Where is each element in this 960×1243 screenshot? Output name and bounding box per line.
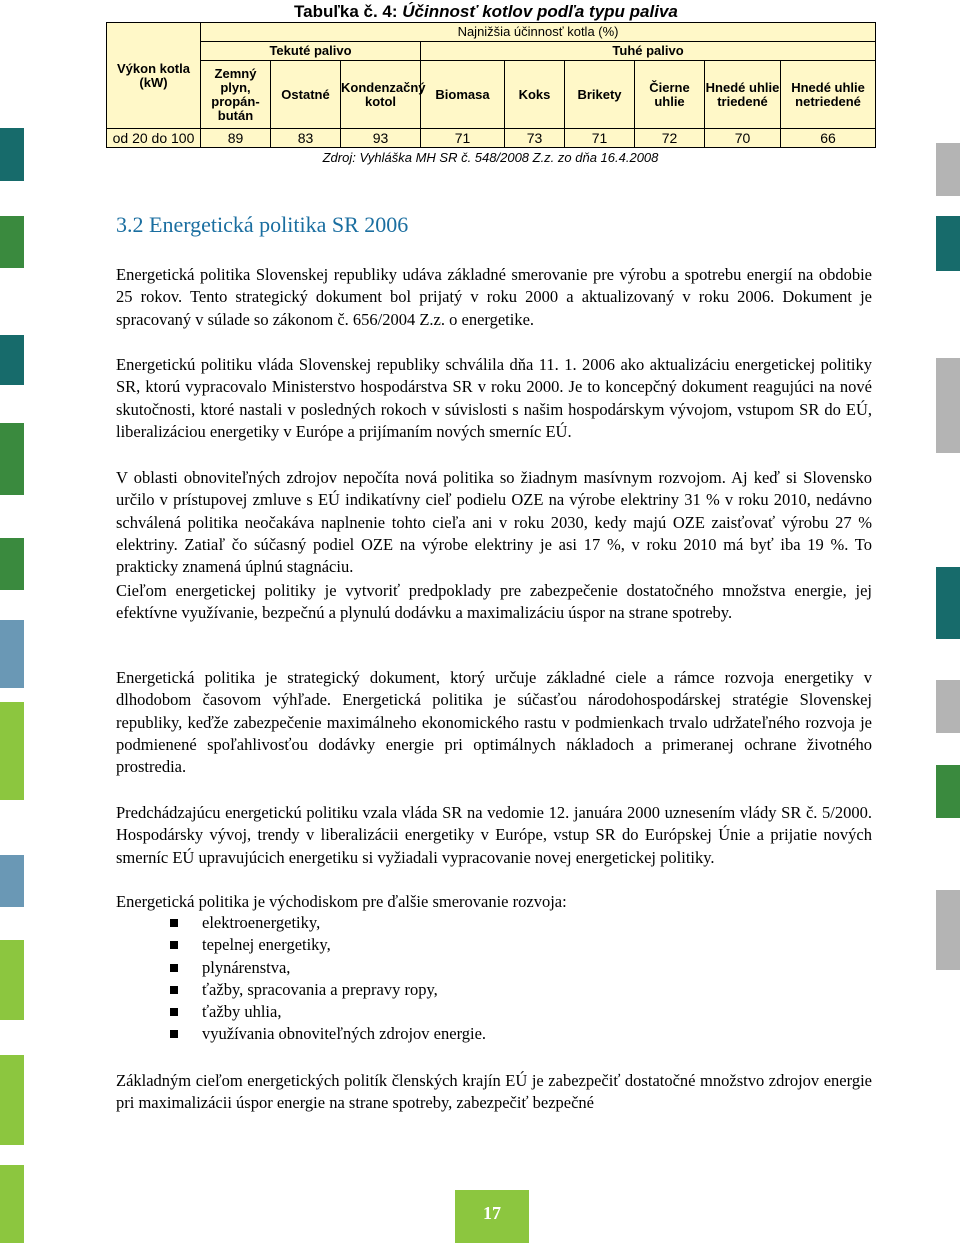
deco-bar-left-blue-1 — [0, 620, 24, 688]
deco-bar-right-grey-1 — [936, 143, 960, 196]
table-cell: 83 — [271, 129, 341, 148]
deco-bar-left-lime-2 — [0, 940, 24, 1020]
table-cell: 73 — [505, 129, 565, 148]
list-item: plynárenstva, — [166, 957, 486, 979]
header-col-3: Kondenzačný kotol — [341, 61, 421, 129]
header-col-9: Hnedé uhlie netriedené — [781, 61, 876, 129]
deco-bar-left-green-3 — [0, 538, 24, 590]
header-col-4: Biomasa — [421, 61, 505, 129]
page-number: 17 — [455, 1190, 529, 1243]
deco-bar-left-blue-2 — [0, 855, 24, 907]
efficiency-table — [106, 22, 876, 148]
list-item: využívania obnoviteľných zdrojov energie. — [166, 1023, 486, 1045]
paragraph-1: Energetická politika Slovenskej republiky udáva základné smerovanie pre výrobu a spotrebu energií na obdobie 25 rokov. Tento strategický dokument bol prijatý v roku 2000 a aktualizovaný v roku 2006. Dokument je spracovaný v súlade so zákonom č. 656/2004 Z.z. o energetike. — [116, 265, 872, 329]
paragraph-7: Energetická politika je východiskom pre ďalšie smerovanie rozvoja: — [116, 892, 567, 911]
deco-bar-left-green-2 — [0, 423, 24, 495]
list-item: ťažby, spracovania a prepravy ropy, — [166, 979, 486, 1001]
deco-bar-left-teal-2 — [0, 335, 24, 385]
paragraph-2: Energetickú politiku vláda Slovenskej republiky schválila dňa 11. 1. 2006 ako aktualizáciu energetickej politiky SR, ktorú vypracovalo Ministerstvo hospodárstva SR v roku 2000. Je to koncepčný dokument reagujúci na nové skutočnosti, ktoré nastali v posledných rokoch v súvislosti s našim hospodárskym vývojom, vstupom SR do EÚ, liberalizáciou energetiky v Európe a prijímaním nových smerníc EÚ. — [116, 355, 872, 441]
table-cell: 70 — [705, 129, 781, 148]
deco-bar-left-green-1 — [0, 216, 24, 268]
section-number: 3.2 — [116, 212, 144, 237]
table-title-italic: Účinnosť kotlov podľa typu paliva — [402, 2, 678, 21]
deco-bar-left-teal-1 — [0, 128, 24, 181]
section-heading — [116, 212, 408, 238]
deco-bar-right-teal-1 — [936, 216, 960, 271]
header-col-8: Hnedé uhlie triedené — [705, 61, 781, 129]
header-tekute: Tekuté palivo — [201, 42, 421, 61]
table-row — [107, 129, 876, 148]
header-tuhe: Tuhé palivo — [421, 42, 876, 61]
table-cell: 72 — [635, 129, 705, 148]
row-label: od 20 do 100 — [107, 129, 201, 148]
paragraph-3: V oblasti obnoviteľných zdrojov nepočíta nová politika so žiadnym masívnym rozvojom. Aj keď si Slovensko určilo v prístupovej zmluve s EÚ indikatívny cieľ podielu OZE na výrobe elektriny 31 % v roku 2010, nedávno schválená politika neočakáva naplnenie tohto cieľa ani v roku 2030, kedy majú OZE zaisťovať výrobu 27 % elektriny. Zatiaľ čo súčasný podiel OZE na výrobe elektriny je asi 17 %, v roku 2010 má byť iba 19 %. To prakticky znamená úplnú stagnáciu. — [116, 468, 872, 577]
header-vykon: Výkon kotla (kW) — [107, 23, 201, 129]
header-najnizsia: Najnižšia účinnosť kotla (%) — [201, 23, 876, 42]
header-col-5: Koks — [505, 61, 565, 129]
list-item: ťažby uhlia, — [166, 1001, 486, 1023]
table-cell: 89 — [201, 129, 271, 148]
header-col-2: Ostatné — [271, 61, 341, 129]
deco-bar-right-grey-3 — [936, 680, 960, 733]
deco-bar-right-green-1 — [936, 765, 960, 818]
deco-bar-right-grey-2 — [936, 358, 960, 453]
table-cell: 71 — [565, 129, 635, 148]
table-title: Tabuľka č. 4: Účinnosť kotlov podľa typu paliva — [294, 2, 678, 21]
table-cell: 66 — [781, 129, 876, 148]
list-item: tepelnej energetiky, — [166, 934, 486, 956]
paragraph-6: Predchádzajúcu energetickú politiku vzala vláda SR na vedomie 12. januára 2000 uznesením vlády SR č. 5/2000. Hospodársky vývoj, trendy v liberalizácii energetiky v Európe, vstup SR do Európskej Únie a prijatie nových smerníc EÚ upravujúcich energetiku si vyžiadali vypracovanie novej energetickej politiky. — [116, 803, 872, 867]
paragraph-4: Cieľom energetickej politiky je vytvoriť predpoklady pre zabezpečenie dostatočného množstva energie, jej efektívne využívanie, bezpečnú a plynulú dodávku a maximalizáciu úspor na strane spotreby. — [116, 581, 872, 623]
table-cell: 71 — [421, 129, 505, 148]
bullet-list — [166, 912, 486, 1046]
deco-bar-right-teal-2 — [936, 567, 960, 639]
paragraph-5: Energetická politika je strategický dokument, ktorý určuje základné ciele a rámce rozvoja energetiky v dlhodobom časovom výhľade. Energetická politika je súčasťou národohospodárskej stratégie Slovenskej republiky, keďže zabezpečenie maximálneho ekonomického rastu v podmienkach trvalo udržateľného rozvoja je podmienené spoľahlivosťou dodávky energie pri optimálnych nákladoch a primeranej ochrane životného prostredia. — [116, 668, 872, 777]
section-title: Energetická politika SR 2006 — [149, 212, 409, 237]
list-item: elektroenergetiky, — [166, 912, 486, 934]
header-col-7: Čierne uhlie — [635, 61, 705, 129]
table-source: Zdroj: Vyhláška MH SR č. 548/2008 Z.z. zo dňa 16.4.2008 — [322, 150, 659, 165]
deco-bar-left-lime-1 — [0, 702, 24, 800]
deco-bar-left-lime-4 — [0, 1165, 24, 1243]
header-col-1: Zemný plyn, propán-bután — [201, 61, 271, 129]
table-cell: 93 — [341, 129, 421, 148]
deco-bar-right-grey-4 — [936, 890, 960, 970]
deco-bar-left-lime-3 — [0, 1055, 24, 1145]
header-col-6: Brikety — [565, 61, 635, 129]
paragraph-8: Základným cieľom energetických politík členských krajín EÚ je zabezpečiť dostatočné množstvo zdrojov energie pri maximalizácii úspor energie na strane spotreby, zabezpečiť bezpečné — [116, 1071, 872, 1113]
